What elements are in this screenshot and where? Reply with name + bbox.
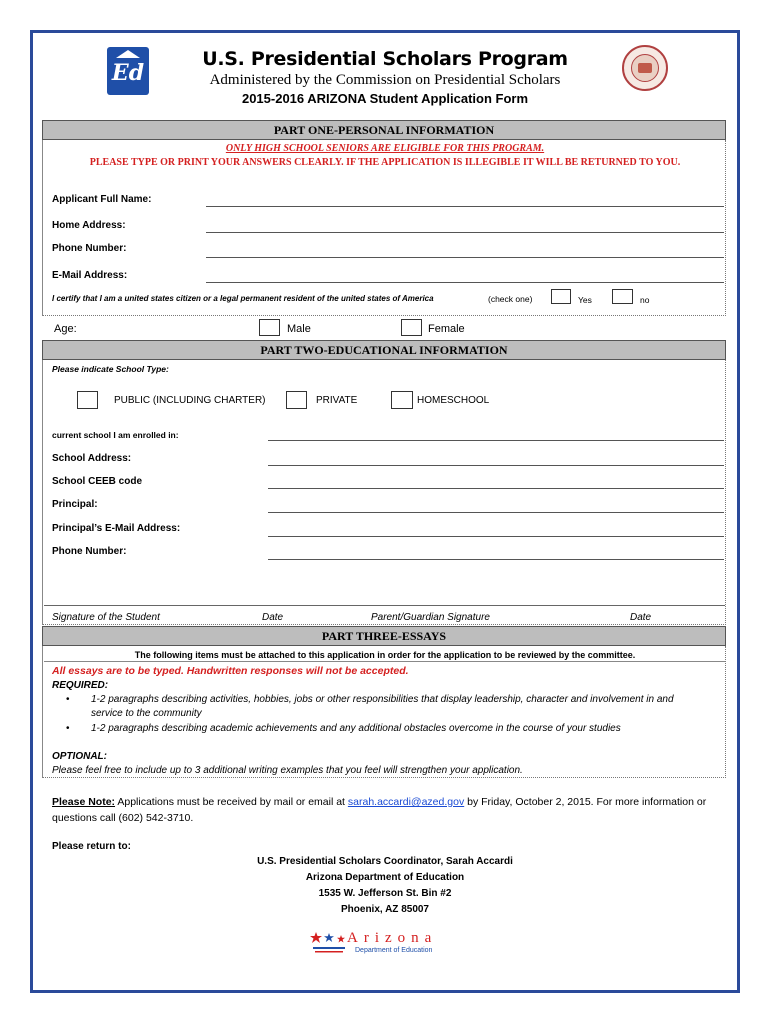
principal-label: Principal: bbox=[52, 499, 98, 510]
application-note bbox=[52, 794, 732, 810]
principal-field[interactable] bbox=[268, 512, 724, 513]
return-address bbox=[0, 854, 770, 918]
intro-divider bbox=[44, 661, 725, 662]
yes-checkbox[interactable] bbox=[551, 289, 571, 304]
age-label: Age: bbox=[54, 323, 77, 335]
program-subtitle: Administered by the Commission on Presidential Scholars bbox=[209, 72, 561, 88]
note-text-2: by Friday, October 2, 2015. For more information or bbox=[464, 796, 707, 808]
student-signature-label: Signature of the Student bbox=[52, 612, 160, 623]
public-school-checkbox[interactable] bbox=[77, 391, 98, 409]
signature-line[interactable] bbox=[44, 605, 725, 606]
arizona-department-logo bbox=[309, 930, 454, 958]
ceeb-code-label: School CEEB code bbox=[52, 476, 143, 487]
ed-logo-text: Ed bbox=[111, 60, 145, 86]
part-three-heading: PART THREE-ESSAYS bbox=[42, 626, 726, 646]
school-address-label: School Address: bbox=[52, 453, 132, 464]
private-school-checkbox[interactable] bbox=[286, 391, 307, 409]
ceeb-code-field[interactable] bbox=[268, 488, 724, 489]
address-line: Arizona Department of Education bbox=[305, 872, 465, 883]
public-school-label: PUBLIC (INCLUDING CHARTER) bbox=[114, 395, 266, 406]
private-school-label: PRIVATE bbox=[316, 395, 358, 406]
arizona-logo-subtitle: Department of Education bbox=[355, 947, 433, 954]
check-one-label: (check one) bbox=[488, 294, 533, 304]
current-school-label: current school I am enrolled in: bbox=[52, 430, 179, 440]
bullet-1-marker: • bbox=[66, 694, 70, 705]
required-item-1-cont: service to the community bbox=[91, 708, 202, 719]
home-address-field[interactable] bbox=[206, 232, 724, 233]
school-address-field[interactable] bbox=[268, 465, 724, 466]
note-label: Please Note: bbox=[52, 796, 116, 808]
principal-email-field[interactable] bbox=[268, 536, 724, 537]
return-label: Please return to: bbox=[52, 841, 131, 852]
legibility-notice: PLEASE TYPE OR PRINT YOUR ANSWERS CLEARLY. IF THE APPLICATION IS ILLEGIBLE IT WILL BE RETURNED TO YOU. bbox=[89, 157, 681, 168]
stars-figures-icon bbox=[309, 930, 349, 956]
optional-text: Please feel free to include up to 3 additional writing examples that you feel will strengthen your application. bbox=[52, 765, 523, 776]
school-type-prompt: Please indicate School Type: bbox=[52, 364, 169, 374]
male-label: Male bbox=[287, 323, 311, 335]
full-name-field[interactable] bbox=[206, 206, 724, 207]
no-label: no bbox=[640, 295, 650, 305]
address-line: Phoenix, AZ 85007 bbox=[341, 904, 429, 915]
female-label: Female bbox=[428, 323, 465, 335]
required-item-2: 1-2 paragraphs describing academic achievements and any additional obstacles overcome in the course of your studies bbox=[91, 723, 621, 734]
bullet-2-marker: • bbox=[66, 723, 70, 734]
email-field[interactable] bbox=[206, 282, 724, 283]
program-title: U.S. Presidential Scholars Program bbox=[202, 48, 568, 70]
eligibility-notice: ONLY HIGH SCHOOL SENIORS ARE ELIGIBLE FOR THIS PROGRAM. bbox=[225, 143, 545, 154]
yes-label: Yes bbox=[578, 295, 592, 305]
address-line: U.S. Presidential Scholars Coordinator, Sarah Accardi bbox=[257, 856, 513, 867]
form-title: 2015-2016 ARIZONA Student Application Form bbox=[241, 91, 529, 106]
part-one-heading: PART ONE-PERSONAL INFORMATION bbox=[42, 120, 726, 140]
homeschool-label: HOMESCHOOL bbox=[417, 395, 490, 406]
email-label: E-Mail Address: bbox=[52, 270, 128, 281]
school-phone-label: Phone Number: bbox=[52, 546, 127, 557]
parent-signature-label: Parent/Guardian Signature bbox=[371, 612, 490, 623]
part-two-heading: PART TWO-EDUCATIONAL INFORMATION bbox=[42, 340, 726, 360]
phone-field[interactable] bbox=[206, 257, 724, 258]
current-school-field[interactable] bbox=[268, 440, 724, 441]
citizenship-certify-text: I certify that I am a united states citizen or a legal permanent resident of the united states of America bbox=[52, 294, 434, 303]
homeschool-checkbox[interactable] bbox=[391, 391, 413, 409]
typed-notice: All essays are to be typed. Handwritten responses will not be accepted. bbox=[52, 665, 409, 677]
full-name-label: Applicant Full Name: bbox=[52, 194, 152, 205]
phone-label: Phone Number: bbox=[52, 243, 127, 254]
no-checkbox[interactable] bbox=[612, 289, 633, 304]
principal-email-label: Principal’s E-Mail Address: bbox=[52, 523, 181, 534]
required-label: REQUIRED: bbox=[52, 680, 109, 691]
parent-date-label: Date bbox=[630, 612, 652, 623]
note-text-3: questions call (602) 542-3710. bbox=[52, 812, 194, 824]
note-text-1: Applications must be received by mail or email at bbox=[115, 796, 348, 808]
school-phone-field[interactable] bbox=[268, 559, 724, 560]
female-checkbox[interactable] bbox=[401, 319, 422, 336]
required-item-1: 1-2 paragraphs describing activities, hobbies, jobs or other responsibilities that display leadership, character and involvement in and bbox=[91, 694, 674, 705]
student-date-label: Date bbox=[262, 612, 284, 623]
arizona-logo-word: Arizona bbox=[347, 930, 438, 946]
essay-intro: The following items must be attached to this application in order for the application to be reviewed by the committee. bbox=[134, 650, 636, 660]
contact-email-link[interactable]: sarah.accardi@azed.gov bbox=[347, 796, 465, 808]
male-checkbox[interactable] bbox=[259, 319, 280, 336]
address-line: 1535 W. Jefferson St. Bin #2 bbox=[318, 888, 452, 899]
optional-label: OPTIONAL: bbox=[52, 751, 107, 762]
home-address-label: Home Address: bbox=[52, 220, 126, 231]
